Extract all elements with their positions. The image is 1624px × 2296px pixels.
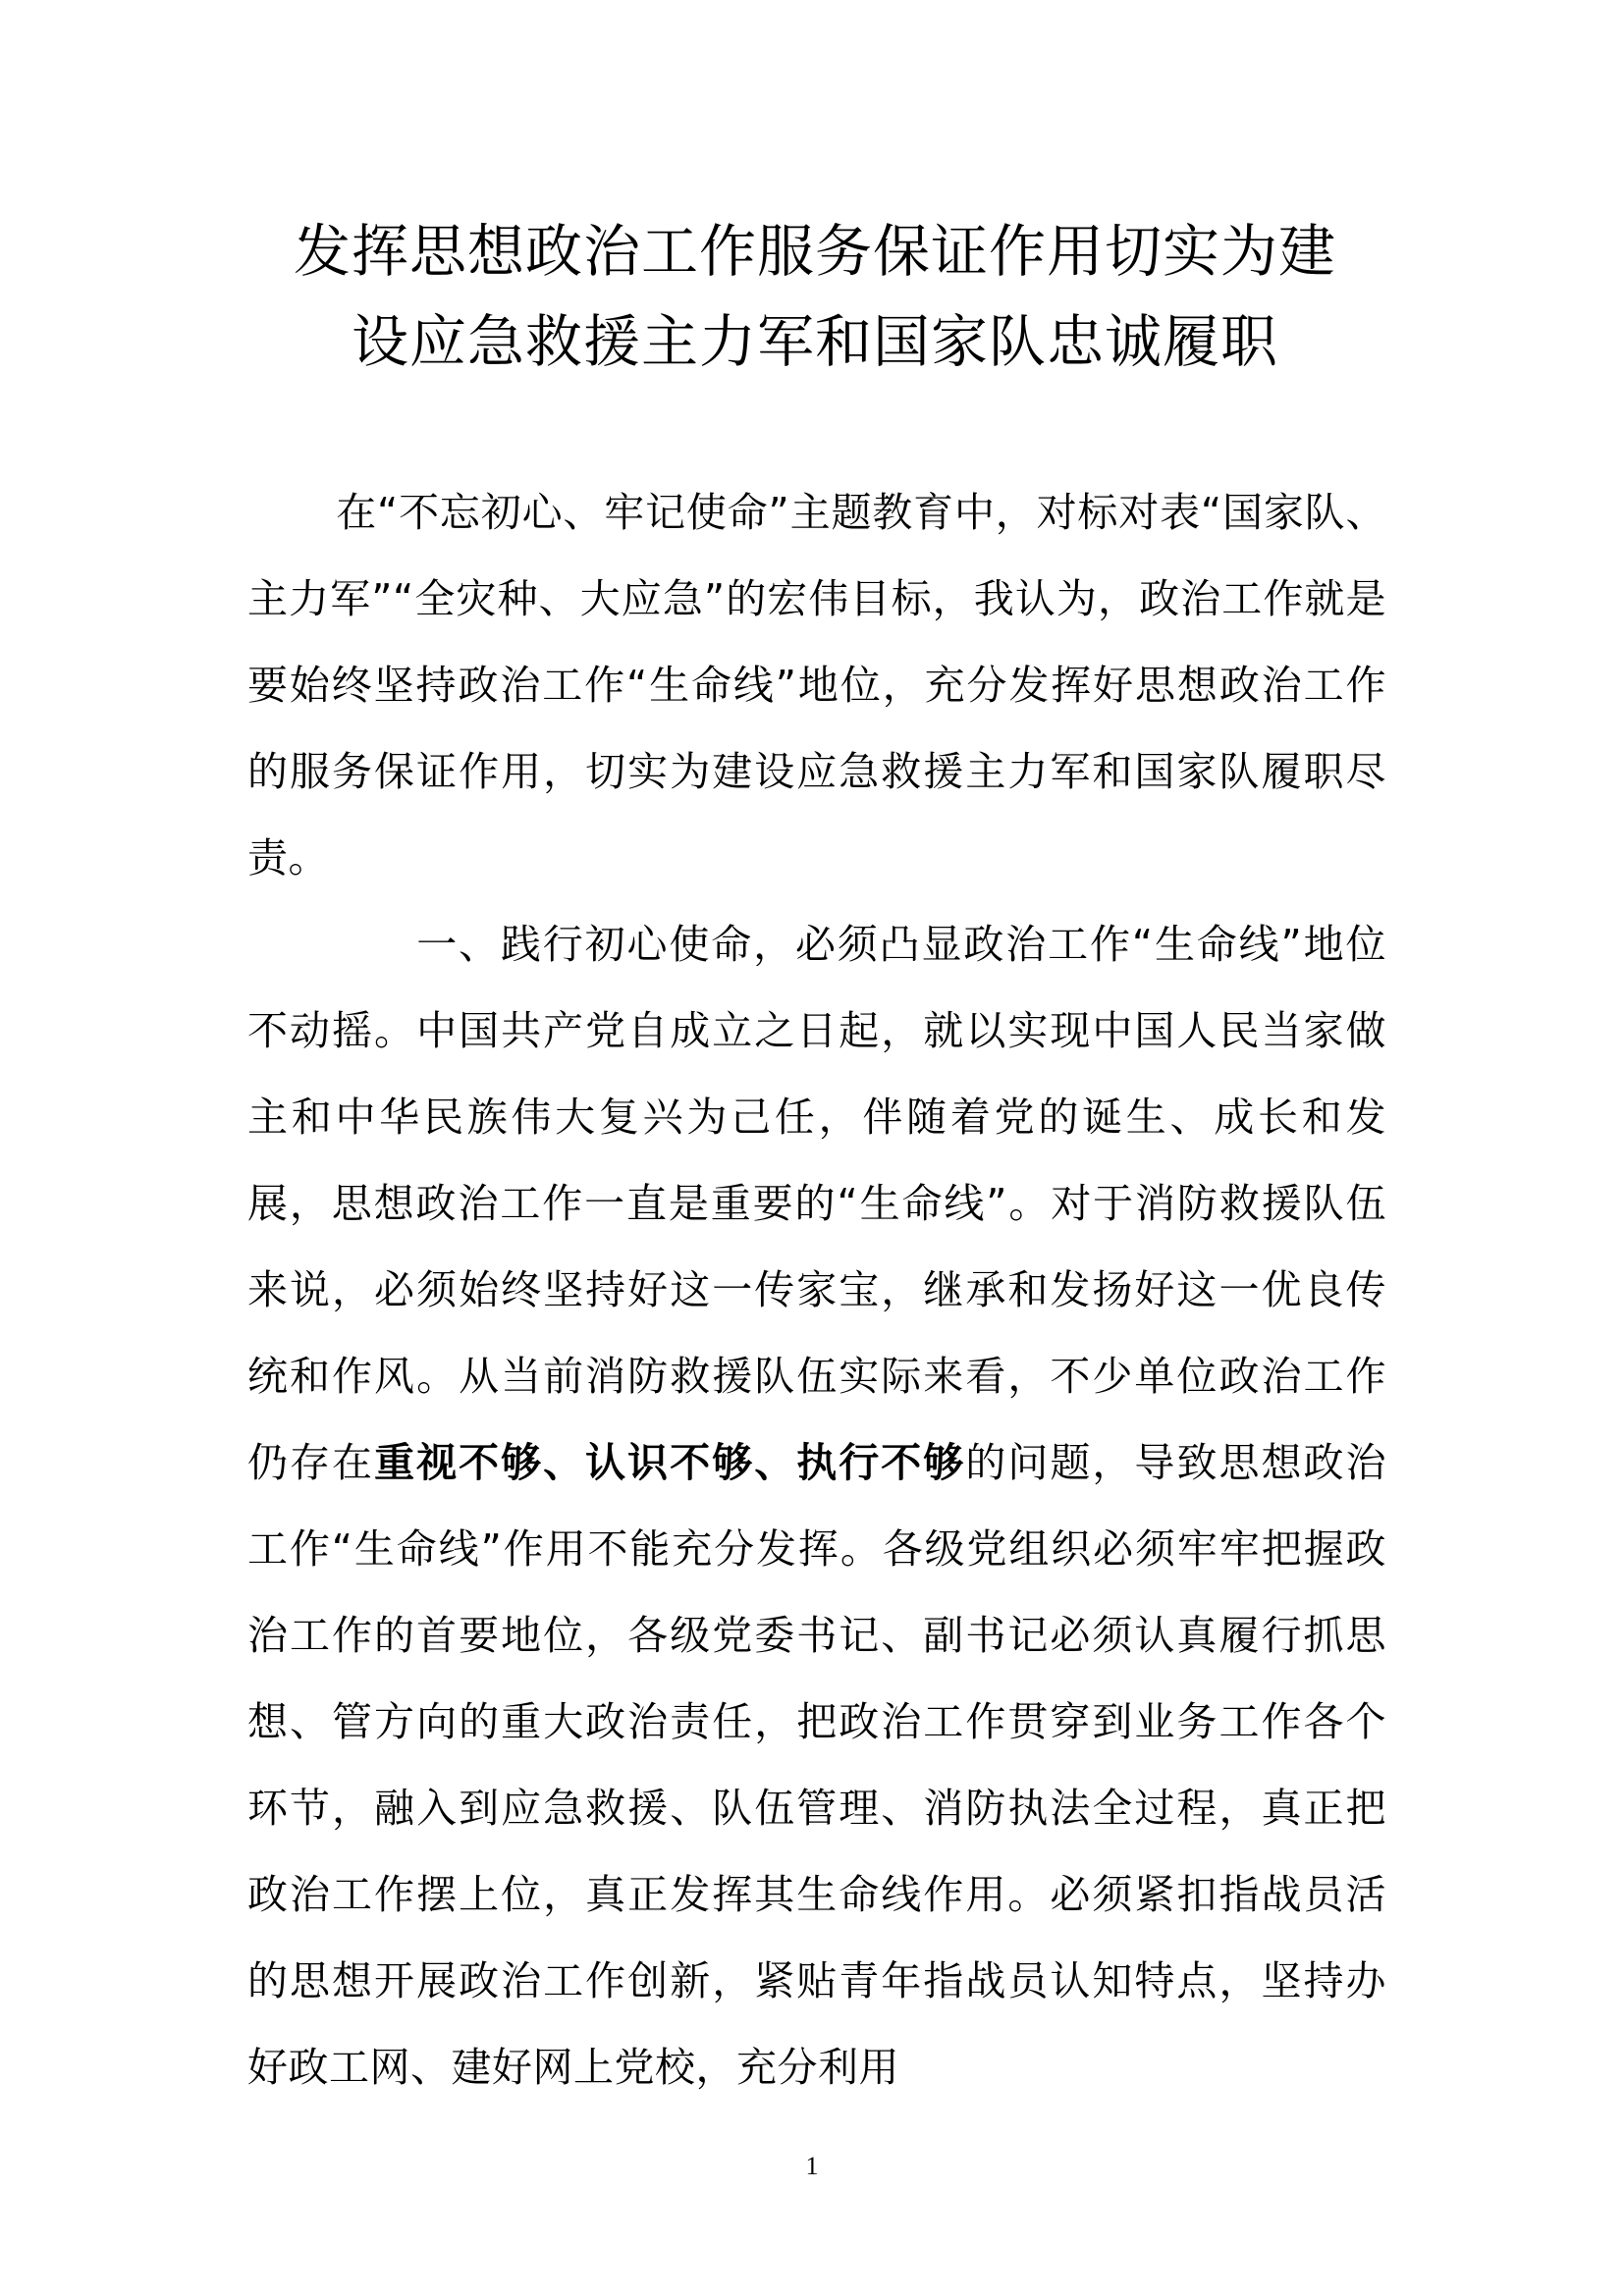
- document-body: [247, 469, 1386, 2110]
- page-number: 1: [805, 2152, 819, 2180]
- title-line-1: 发挥思想政治工作服务保证作用切实为建: [293, 218, 1336, 285]
- bold-emphasis: 重视不够、认识不够、执行不够: [374, 1439, 966, 1486]
- document-title: [236, 206, 1394, 387]
- paragraph-text: 一、践行初心使命，必须凸显政治工作“生命线”地位不动摇。中国共产党自成立之日起，就以实现中国人民当家做主和中华民族伟大复兴为己任，伴随着党的诞生、成长和发展，思想政治工作一直是重要的“生命线”。对于消防救援队伍来说，必须始终坚持好这一传家宝，继承和发扬好这一优良传统和作风。从当前消防救援队伍实际来看，不少单位政治工作仍存在: [247, 921, 1386, 1486]
- paragraph-section-one: [247, 901, 1386, 2110]
- title-line-2: 设应急救援主力军和国家队忠诚履职: [351, 308, 1278, 375]
- paragraph-intro: 在“不忘初心、牢记使命”主题教育中，对标对表“国家队、主力军”“全灾种、大应急”的宏伟目标，我认为，政治工作就是要始终坚持政治工作“生命线”地位，充分发挥好思想政治工作的服务保证作用，切实为建设应急救援主力军和国家队履职尽责。: [247, 489, 1386, 881]
- paragraph-text: 的问题，导致思想政治工作“生命线”作用不能充分发挥。各级党组织必须牢牢把握政治工作的首要地位，各级党委书记、副书记必须认真履行抓思想、管方向的重大政治责任，把政治工作贯穿到业务工作各个环节，融入到应急救援、队伍管理、消防执法全过程，真正把政治工作摆上位，真正发挥其生命线作用。必须紧扣指战员活的思想开展政治工作创新，紧贴青年指战员认知特点，坚持办好政工网、建好网上党校，充分利用: [247, 1439, 1387, 2091]
